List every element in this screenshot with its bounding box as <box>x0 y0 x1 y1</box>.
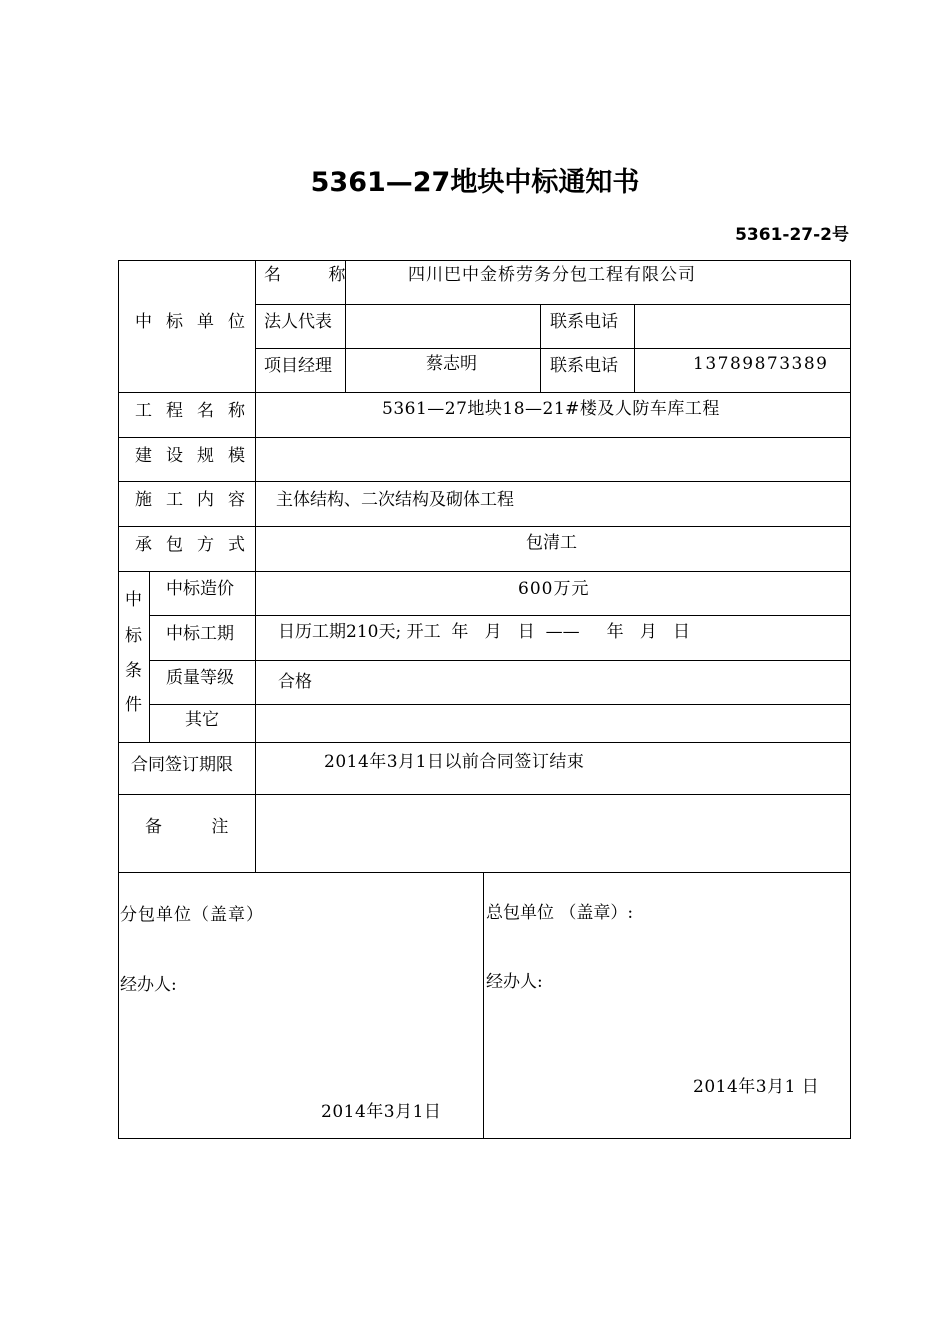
quality-value: 合格 <box>278 672 312 692</box>
rule <box>118 872 851 873</box>
document-number: 5361-27-2号 <box>735 225 849 245</box>
rule <box>634 304 635 392</box>
phone-label-2: 联系电话 <box>550 356 618 376</box>
general-contractor-date: 2014年3月1 日 <box>693 1077 820 1097</box>
period-value: 日历工期210天; 开工 年 月 日 —— 年 月 日 <box>278 622 691 642</box>
rule <box>255 260 256 872</box>
deadline-value: 2014年3月1日以前合同签订结束 <box>324 752 585 772</box>
legal-rep-label: 法人代表 <box>264 312 332 332</box>
rule <box>540 304 541 392</box>
project-manager-label: 项目经理 <box>264 356 332 376</box>
subcontractor-unit-label: 分包单位（盖章） <box>120 905 264 925</box>
scale-label: 建设规模 <box>135 446 259 466</box>
rule <box>118 437 851 438</box>
other-label: 其它 <box>185 710 219 730</box>
conditions-label-char: 件 <box>125 695 142 715</box>
phone-value-2: 13789873389 <box>693 354 829 374</box>
rule <box>118 481 851 482</box>
quality-label: 质量等级 <box>166 668 234 688</box>
phone-label-1: 联系电话 <box>550 312 618 332</box>
general-contractor-handler-label: 经办人: <box>486 972 543 992</box>
rule <box>118 742 851 743</box>
price-value: 600万元 <box>518 579 590 599</box>
rule <box>118 392 851 393</box>
rule <box>118 526 851 527</box>
content-value: 主体结构、二次结构及砌体工程 <box>276 490 514 510</box>
deadline-label: 合同签订期限 <box>131 755 233 775</box>
project-manager-value: 蔡志明 <box>426 354 477 374</box>
contract-mode-value: 包清工 <box>526 533 577 553</box>
content-label: 施工内容 <box>135 490 259 510</box>
general-contractor-unit-label: 总包单位 （盖章）: <box>486 903 634 923</box>
subcontractor-handler-label: 经办人: <box>120 975 177 995</box>
subcontractor-date: 2014年3月1日 <box>321 1102 442 1122</box>
document-title: 5361—27地块中标通知书 <box>310 167 640 198</box>
conditions-label-char: 中 <box>125 590 142 610</box>
winning-unit-label: 中标单位 <box>135 312 259 332</box>
price-label: 中标造价 <box>166 579 234 599</box>
conditions-label-char: 条 <box>125 661 142 681</box>
remarks-label: 备 注 <box>145 817 229 837</box>
name-label: 名 称 <box>264 265 348 285</box>
period-label: 中标工期 <box>166 624 234 644</box>
contract-mode-label: 承包方式 <box>135 535 259 555</box>
conditions-label-char: 标 <box>125 626 142 646</box>
rule <box>118 794 851 795</box>
name-value: 四川巴中金桥劳务分包工程有限公司 <box>408 265 696 285</box>
rule <box>483 872 484 1139</box>
rule <box>149 571 150 742</box>
project-name-label: 工程名称 <box>135 401 259 421</box>
rule <box>118 571 851 572</box>
project-name-value: 5361—27地块18—21#楼及人防车库工程 <box>382 399 720 419</box>
